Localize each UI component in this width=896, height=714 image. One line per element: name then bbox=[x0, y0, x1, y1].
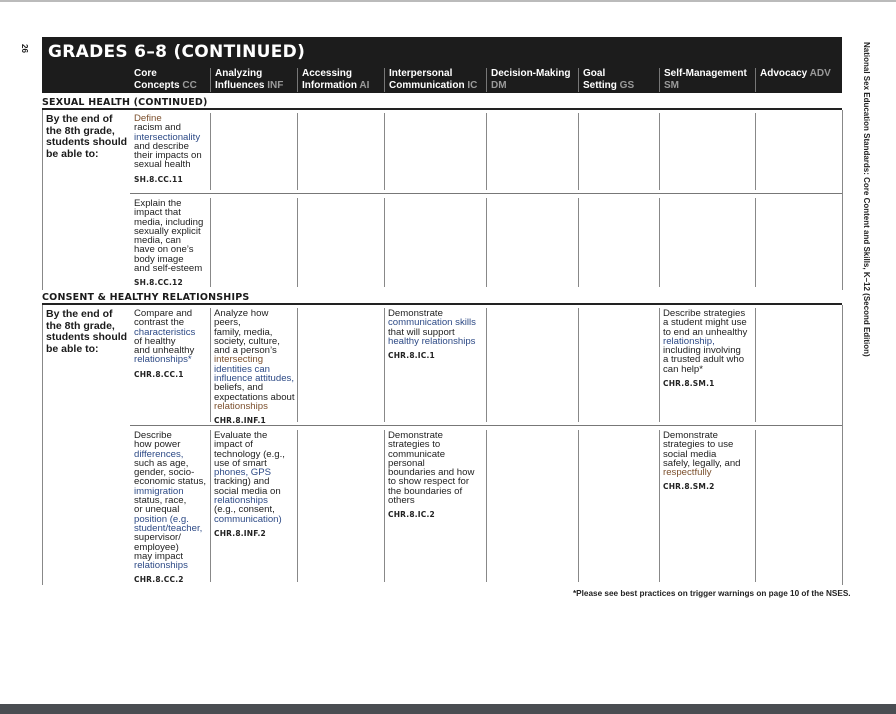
standard-code: CHR.8.INF.1 bbox=[214, 416, 266, 426]
running-title: National Sex Education Standards: Core Content and Skills, K–12 (Second Edition) bbox=[862, 42, 871, 357]
standard-link-text[interactable]: influence attitudes, bbox=[214, 373, 295, 385]
column-divider bbox=[659, 308, 660, 422]
standard-text-line: can help* bbox=[663, 363, 704, 375]
column-name: Information bbox=[302, 79, 360, 91]
standard-text-line: Demonstrate bbox=[388, 430, 443, 441]
column-name: Interpersonal bbox=[389, 68, 453, 79]
standard-sm bbox=[663, 309, 753, 388]
column-divider bbox=[659, 430, 660, 582]
standard-link-text[interactable]: characteristics bbox=[134, 326, 196, 338]
column-divider bbox=[486, 308, 487, 422]
column-abbr: DM bbox=[491, 79, 507, 91]
column-divider bbox=[210, 198, 211, 287]
column-divider bbox=[297, 113, 298, 190]
column-name: Core bbox=[134, 68, 157, 79]
section-title: SEXUAL HEALTH (CONTINUED) bbox=[42, 97, 208, 108]
standard-text-line: and describe bbox=[134, 140, 189, 152]
standard-text-line: sexual health bbox=[134, 159, 191, 171]
row-divider bbox=[130, 193, 842, 194]
standard-link-text[interactable]: relationship, bbox=[663, 335, 715, 347]
standard-text-line: society, culture, bbox=[214, 335, 280, 347]
standard-text-line: how power bbox=[134, 439, 181, 451]
column-abbr: INF bbox=[267, 79, 284, 91]
standard-text-line: Evaluate the bbox=[214, 430, 268, 441]
table-border bbox=[42, 110, 43, 290]
standard-link-text[interactable]: intersectionality bbox=[134, 131, 201, 143]
standard-text-line: safely, legally, and bbox=[663, 457, 741, 469]
standard-text-line: a trusted adult who bbox=[663, 354, 745, 366]
standard-code: CHR.8.IC.2 bbox=[388, 510, 435, 520]
standard-link-text[interactable]: differences, bbox=[134, 448, 184, 460]
standard-text-line: status, race, bbox=[134, 495, 187, 507]
standard-text-line: impact of bbox=[214, 439, 253, 451]
column-divider bbox=[486, 198, 487, 287]
standard-text-line: media, can bbox=[134, 235, 181, 247]
row-label-line: By the end of bbox=[46, 308, 113, 320]
standard-text-line: strategies to use bbox=[663, 439, 734, 451]
row-label-line: students should bbox=[46, 136, 128, 148]
column-divider bbox=[384, 430, 385, 582]
standard-text-line: (e.g., consent, bbox=[214, 504, 275, 516]
standard-link-text[interactable]: healthy relationships bbox=[388, 335, 476, 347]
column-divider bbox=[659, 198, 660, 287]
standard-text-line: others bbox=[388, 495, 415, 507]
column-name: Communication bbox=[389, 79, 468, 91]
column-name: Analyzing bbox=[215, 68, 263, 79]
row-label-line: the 8th grade, bbox=[46, 124, 115, 137]
column-divider bbox=[755, 308, 756, 422]
column-header-adv bbox=[755, 68, 842, 92]
standard-text-line: to end an unhealthy bbox=[663, 326, 748, 338]
standard-inf bbox=[214, 309, 295, 426]
standard-text-line: body image bbox=[134, 253, 184, 265]
standard-text-line: contrast the bbox=[134, 317, 185, 329]
standard-text-line: sexually explicit bbox=[134, 225, 201, 237]
viewer-bottom-bar bbox=[0, 704, 896, 714]
column-abbr: IC bbox=[467, 79, 478, 91]
standard-text-line: the boundaries of bbox=[388, 485, 463, 497]
standard-link-text[interactable]: relationships bbox=[214, 400, 268, 412]
column-name: Advocacy bbox=[760, 68, 810, 79]
table-border bbox=[842, 305, 843, 585]
column-name: Setting bbox=[583, 79, 620, 91]
standard-sm bbox=[663, 431, 753, 492]
standard-text-line: Compare and bbox=[134, 308, 193, 319]
column-divider bbox=[210, 113, 211, 190]
standard-text-line: use of smart bbox=[214, 457, 267, 469]
standard-text-line: supervisor/ bbox=[134, 532, 181, 544]
column-name: Influences bbox=[215, 79, 268, 91]
standard-cc bbox=[134, 431, 208, 585]
standard-text-line: a student might use bbox=[663, 317, 747, 329]
row-label-line: be able to: bbox=[46, 147, 99, 160]
standard-code: SH.8.CC.12 bbox=[134, 278, 183, 288]
standard-text-line: expectations about bbox=[214, 391, 295, 403]
standard-text-line: social media on bbox=[214, 485, 281, 497]
column-divider bbox=[578, 430, 579, 582]
standard-link-text[interactable]: position (e.g. bbox=[134, 513, 189, 525]
standard-link-text[interactable]: communication) bbox=[214, 513, 282, 525]
section-rule bbox=[42, 303, 842, 305]
standard-link-text[interactable]: relationships* bbox=[134, 354, 192, 366]
viewer-top-edge bbox=[0, 0, 896, 2]
column-divider bbox=[755, 430, 756, 582]
standard-text-line: and a person’s bbox=[214, 345, 277, 357]
standard-ic bbox=[388, 309, 484, 360]
standard-text-line: technology (e.g., bbox=[214, 448, 285, 460]
standard-link-text[interactable]: Define bbox=[134, 113, 162, 124]
standard-text-line: gender, socio- bbox=[134, 467, 195, 479]
row-label bbox=[46, 114, 127, 160]
standard-text-line: to show respect for bbox=[388, 476, 470, 488]
page-title: GRADES 6–8 (CONTINUED) bbox=[48, 42, 306, 62]
column-divider bbox=[578, 308, 579, 422]
column-name: Self-Management bbox=[664, 68, 747, 79]
section-title: CONSENT & HEALTHY RELATIONSHIPS bbox=[42, 292, 250, 303]
standard-text-line: including involving bbox=[663, 345, 741, 357]
standard-cc bbox=[134, 309, 208, 379]
standard-text-line: economic status, bbox=[134, 476, 206, 488]
column-abbr: AI bbox=[359, 79, 370, 91]
standard-text-line: employee) bbox=[134, 541, 179, 553]
standard-text-line: their impacts on bbox=[134, 150, 202, 162]
standard-text-line: communicate personal bbox=[388, 448, 446, 469]
standard-link-text[interactable]: communication skills bbox=[388, 317, 476, 329]
standard-code: CHR.8.INF.2 bbox=[214, 528, 266, 538]
standard-link-text[interactable]: student/teacher, bbox=[134, 522, 203, 534]
standard-link-text[interactable]: phones, GPS bbox=[214, 467, 272, 479]
standard-text-line: and unhealthy bbox=[134, 345, 195, 357]
standard-text-line: racism and bbox=[134, 122, 181, 134]
column-header-ai bbox=[297, 68, 384, 92]
standard-text-line: Analyze how peers, bbox=[214, 308, 269, 329]
row-label-line: By the end of bbox=[46, 113, 113, 125]
standard-code: CHR.8.IC.1 bbox=[388, 351, 435, 361]
column-header-gs bbox=[578, 68, 659, 92]
column-divider bbox=[659, 113, 660, 190]
standard-link-text[interactable]: relationships bbox=[214, 495, 268, 507]
standard-ic bbox=[388, 431, 484, 520]
standard-text-line: Demonstrate bbox=[388, 308, 443, 319]
column-divider bbox=[486, 430, 487, 582]
standard-text-line: Describe strategies bbox=[663, 308, 746, 319]
standard-text-line: boundaries and how bbox=[388, 467, 475, 479]
standard-text-line: impact that bbox=[134, 207, 181, 219]
column-abbr: SM bbox=[664, 79, 679, 91]
standard-text-line: media, including bbox=[134, 216, 204, 228]
column-divider bbox=[210, 430, 211, 582]
column-header-ic bbox=[384, 68, 486, 92]
standard-text-line: social media bbox=[663, 448, 717, 460]
column-divider bbox=[297, 430, 298, 582]
row-label-line: students should bbox=[46, 331, 128, 343]
column-name: Goal bbox=[583, 68, 606, 79]
column-name: Decision-Making bbox=[491, 68, 571, 79]
section-rule bbox=[42, 108, 842, 110]
standard-text-line: and self-esteem bbox=[134, 263, 203, 275]
standard-code: CHR.8.SM.2 bbox=[663, 482, 715, 492]
standard-text-line: or unequal bbox=[134, 504, 180, 516]
column-divider bbox=[578, 198, 579, 287]
table-border bbox=[42, 305, 43, 585]
column-header-inf bbox=[210, 68, 297, 92]
column-divider bbox=[578, 113, 579, 190]
column-divider bbox=[755, 198, 756, 287]
column-abbr: ADV bbox=[809, 68, 831, 79]
column-divider bbox=[210, 308, 211, 422]
column-header-sm bbox=[659, 68, 755, 92]
standard-code: SH.8.CC.11 bbox=[134, 174, 183, 184]
column-name: Accessing bbox=[302, 68, 353, 79]
standard-text-line: beliefs, and bbox=[214, 382, 264, 394]
standard-link-text[interactable]: intersecting bbox=[214, 354, 264, 366]
page-number: 26 bbox=[19, 44, 29, 53]
standard-cc bbox=[134, 199, 208, 288]
standard-link-text[interactable]: respectfully bbox=[663, 467, 712, 479]
standard-link-text[interactable]: identities can bbox=[214, 363, 270, 375]
column-abbr: CC bbox=[182, 79, 197, 91]
column-header-cc bbox=[130, 68, 210, 92]
column-divider bbox=[384, 198, 385, 287]
standard-text-line: have on one’s bbox=[134, 244, 194, 256]
standard-text-line: strategies to bbox=[388, 439, 441, 451]
standard-text-line: family, media, bbox=[214, 326, 273, 338]
table-border bbox=[842, 110, 843, 290]
standard-text-line: such as age, bbox=[134, 457, 189, 469]
column-abbr: GS bbox=[619, 79, 635, 91]
standard-code: CHR.8.CC.1 bbox=[134, 369, 184, 379]
footnote: *Please see best practices on trigger warnings on page 10 of the NSES. bbox=[573, 589, 851, 598]
standard-text-line: Demonstrate bbox=[663, 430, 718, 441]
row-label-line: be able to: bbox=[46, 342, 99, 355]
column-divider bbox=[486, 113, 487, 190]
column-divider bbox=[297, 308, 298, 422]
standard-text-line: of healthy bbox=[134, 335, 176, 347]
column-divider bbox=[384, 308, 385, 422]
standard-code: CHR.8.CC.2 bbox=[134, 575, 184, 585]
standard-text-line: Explain the bbox=[134, 198, 182, 209]
table-header bbox=[42, 37, 842, 93]
standard-link-text[interactable]: relationships bbox=[134, 560, 188, 572]
standard-text-line: that will support bbox=[388, 326, 455, 338]
standard-link-text[interactable]: immigration bbox=[134, 485, 184, 497]
standard-inf bbox=[214, 431, 295, 538]
column-divider bbox=[297, 198, 298, 287]
standard-text-line: may impact bbox=[134, 550, 184, 562]
column-header-dm bbox=[486, 68, 578, 92]
column-divider bbox=[384, 113, 385, 190]
standard-code: CHR.8.SM.1 bbox=[663, 379, 715, 389]
column-divider bbox=[755, 113, 756, 190]
standard-text-line: tracking) and bbox=[214, 476, 270, 488]
standard-cc bbox=[134, 114, 208, 184]
standard-text-line: Describe bbox=[134, 430, 172, 441]
row-label bbox=[46, 309, 127, 355]
row-label-line: the 8th grade, bbox=[46, 319, 115, 332]
column-name: Concepts bbox=[134, 79, 183, 91]
